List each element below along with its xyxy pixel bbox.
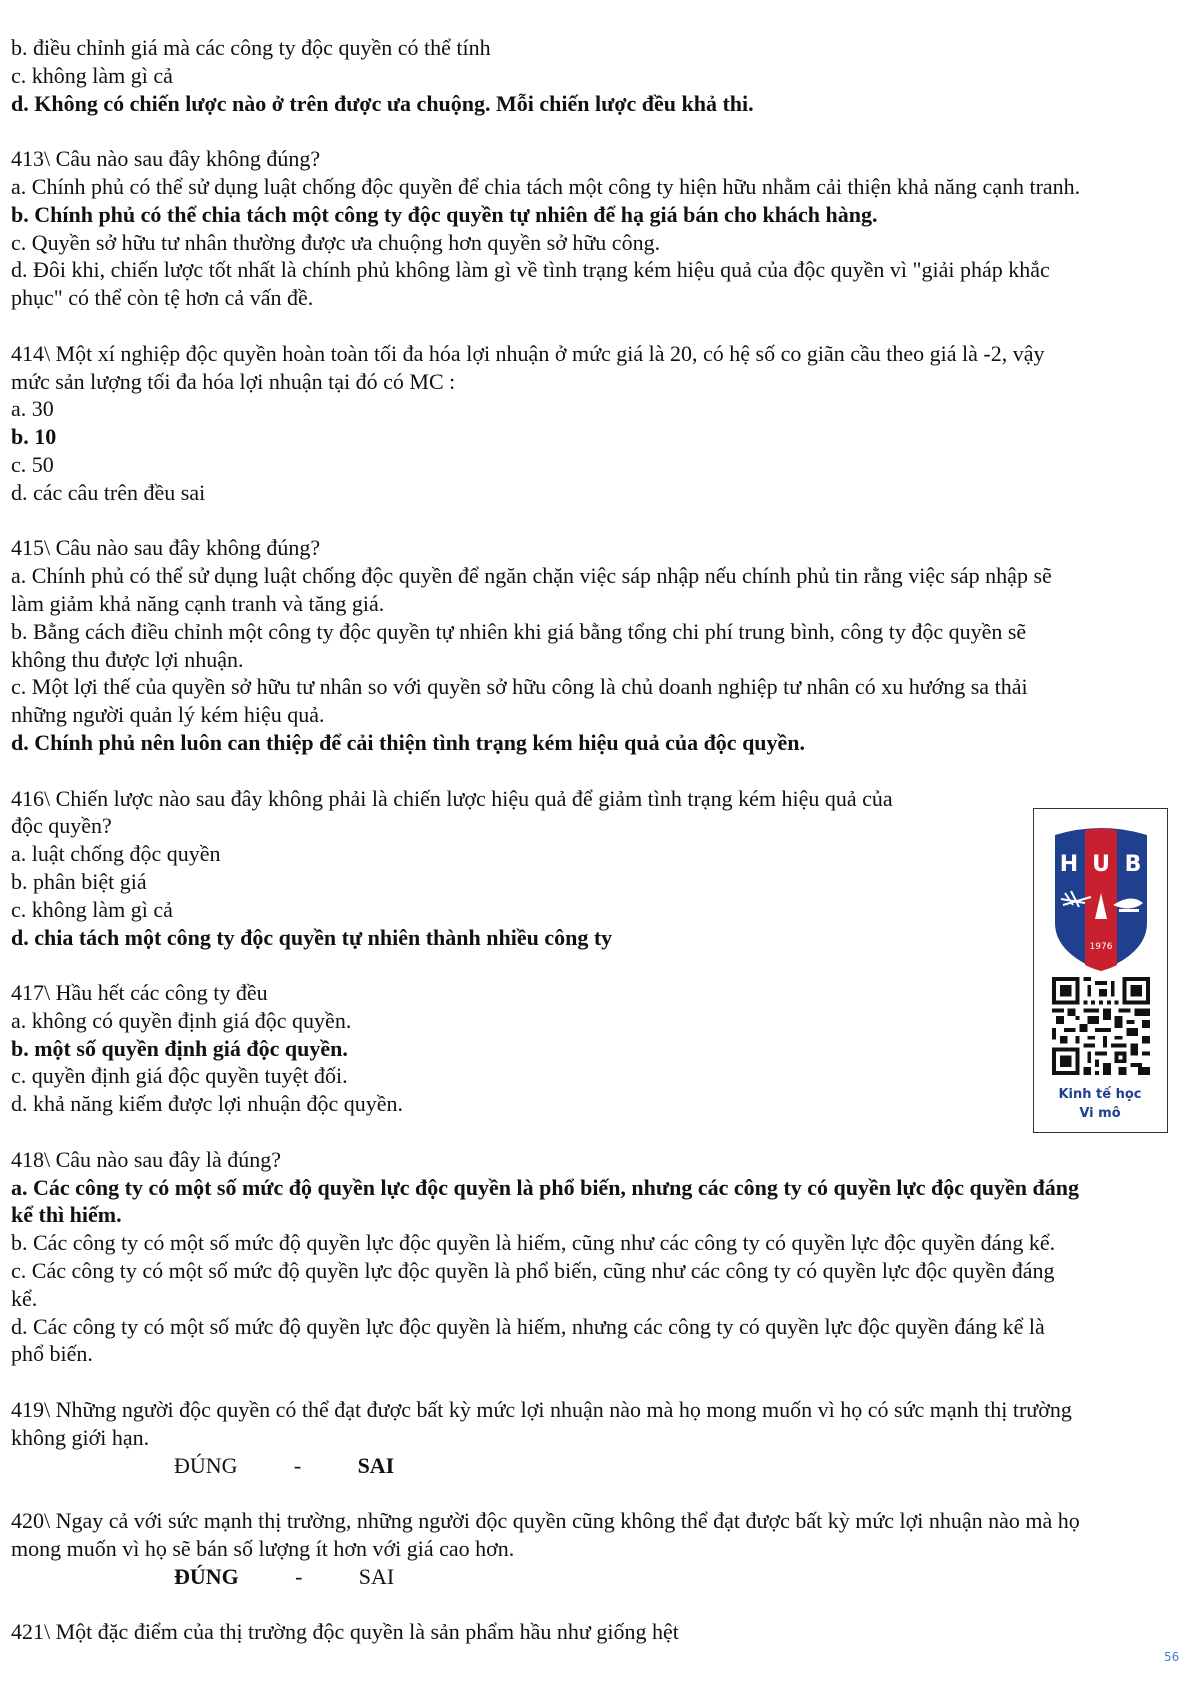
logo-letter-h: H <box>1059 852 1079 877</box>
text-line: a. không có quyền định giá độc quyền. <box>11 1007 352 1033</box>
logo-caption-title: Kinh tế học <box>1058 1087 1142 1102</box>
question-text-flow <box>11 34 1183 1646</box>
answer-line-correct: b. Chính phủ có thể chia tách một công ty độc quyền tự nhiên để hạ giá bán cho khách hàng. <box>11 201 878 227</box>
text-line: c. quyền định giá độc quyền tuyệt đối. <box>11 1063 348 1089</box>
text-line: 419\ Những người độc quyền có thể đạt được bất kỳ mức lợi nhuận nào mà họ mong muốn vì họ có sức mạnh thị trường <box>11 1397 1072 1423</box>
text-line: b. Các công ty có một số mức độ quyền lực độc quyền là hiếm, cũng như các công ty có quyền lực độc quyền đáng kể. <box>11 1230 1056 1256</box>
option-true: ĐÚNG <box>174 1563 239 1589</box>
text-line: c. không làm gì cả <box>11 62 173 88</box>
logo-caption-subtitle: Vi mô <box>1079 1106 1121 1121</box>
blank-line <box>11 507 1183 535</box>
text-line: d. các câu trên đều sai <box>11 479 206 505</box>
true-false-options <box>11 1452 1183 1480</box>
answer-line-correct: d. Không có chiến lược nào ở trên được ưa chuộng. Mỗi chiến lược đều khả thi. <box>11 90 754 116</box>
text-line: không giới hạn. <box>11 1424 150 1450</box>
qr-code-icon <box>1052 977 1150 1075</box>
option-false: SAI <box>357 1452 395 1478</box>
logo-letter-b: B <box>1124 852 1142 877</box>
text-line: a. Chính phủ có thể sử dụng luật chống độc quyền để ngăn chặn việc sáp nhập nếu chính phủ tin rằng việc sáp nhập sẽ <box>11 563 1052 589</box>
option-separator: - <box>293 1452 302 1478</box>
text-line: 413\ Câu nào sau đây không đúng? <box>11 146 321 172</box>
text-line: c. không làm gì cả <box>11 896 173 922</box>
text-line: c. Quyền sở hữu tư nhân thường được ưa chuộng hơn quyền sở hữu công. <box>11 229 661 255</box>
answer-line-correct: a. Các công ty có một số mức độ quyền lực độc quyền là phổ biến, nhưng các công ty có quyền lực độc quyền đáng <box>11 1174 1079 1200</box>
answer-line-correct: b. một số quyền định giá độc quyền. <box>11 1035 348 1061</box>
option-separator: - <box>295 1563 303 1589</box>
text-line: b. điều chỉnh giá mà các công ty độc quyền có thể tính <box>11 35 491 60</box>
text-line: mong muốn vì họ sẽ bán số lượng ít hơn với giá cao hơn. <box>11 1536 515 1562</box>
logo-letter-u: U <box>1092 852 1110 877</box>
text-line: 417\ Hầu hết các công ty đều <box>11 980 268 1006</box>
text-line: 416\ Chiến lược nào sau đây không phải là chiến lược hiệu quả để giảm tình trạng kém hiệu quả của <box>11 785 893 811</box>
text-line: 418\ Câu nào sau đây là đúng? <box>11 1146 282 1172</box>
text-line: độc quyền? <box>11 813 112 839</box>
text-line: a. luật chống độc quyền <box>11 841 221 867</box>
blank-line <box>11 117 1183 145</box>
blank-line <box>11 1591 1183 1619</box>
blank-line <box>11 1368 1183 1396</box>
text-line: 420\ Ngay cả với sức mạnh thị trường, những người độc quyền cũng không thể đạt được bất kỳ mức lợi nhuận nào mà họ <box>11 1508 1080 1534</box>
option-true: ĐÚNG <box>174 1452 238 1478</box>
answer-line-correct: kể thì hiếm. <box>11 1202 122 1228</box>
text-line: c. Các công ty có một số mức độ quyền lực độc quyền là phổ biến, cũng như các công ty có quyền lực độc quyền đáng <box>11 1258 1055 1284</box>
text-line: kể. <box>11 1285 38 1311</box>
answer-line-correct: d. Chính phủ nên luôn can thiệp để cải thiện tình trạng kém hiệu quả của độc quyền. <box>11 729 806 755</box>
text-line: phục" có thể còn tệ hơn cả vấn đề. <box>11 285 314 311</box>
text-line: d. khả năng kiếm được lợi nhuận độc quyền. <box>11 1091 403 1117</box>
hub-logo-panel <box>1033 808 1168 1133</box>
answer-line-correct: b. 10 <box>11 424 57 450</box>
text-line: làm giảm khả năng cạnh tranh và tăng giá. <box>11 590 385 616</box>
blank-line <box>11 951 1183 979</box>
blank-line <box>11 757 1183 785</box>
text-line: những người quản lý kém hiệu quả. <box>11 702 325 728</box>
blank-line <box>11 312 1183 340</box>
page-number: 56 <box>1164 1650 1180 1664</box>
blank-line <box>11 1118 1183 1146</box>
text-line: 415\ Câu nào sau đây không đúng? <box>11 535 321 561</box>
text-line: 414\ Một xí nghiệp độc quyền hoàn toàn tối đa hóa lợi nhuận ở mức giá là 20, có hệ số co giãn cầu theo giá là -2, vậy <box>11 340 1045 366</box>
hub-shield-logo-icon <box>1051 823 1151 973</box>
blank-line <box>11 1479 1183 1507</box>
true-false-options <box>11 1563 1183 1591</box>
text-line: a. Chính phủ có thể sử dụng luật chống độc quyền để chia tách một công ty hiện hữu nhằm cải thiện khả năng cạnh tranh. <box>11 173 1081 199</box>
text-line: không thu được lợi nhuận. <box>11 646 244 672</box>
text-line: c. 50 <box>11 451 54 477</box>
text-line: mức sản lượng tối đa hóa lợi nhuận tại đó có MC : <box>11 368 456 394</box>
text-line: d. Các công ty có một số mức độ quyền lực độc quyền là hiếm, nhưng các công ty có quyền lực độc quyền đáng kể là <box>11 1313 1045 1339</box>
logo-caption <box>1034 1085 1166 1123</box>
text-line: d. Đôi khi, chiến lược tốt nhất là chính phủ không làm gì về tình trạng kém hiệu quả của độc quyền vì "giải pháp khắc <box>11 257 1050 283</box>
text-line: phổ biến. <box>11 1341 93 1367</box>
option-false: SAI <box>358 1563 395 1589</box>
text-line: 421\ Một đặc điểm của thị trường độc quyền là sản phẩm hầu như giống hệt <box>11 1619 679 1645</box>
answer-line-correct: d. chia tách một công ty độc quyền tự nhiên thành nhiều công ty <box>11 924 613 950</box>
text-line: c. Một lợi thế của quyền sở hữu tư nhân so với quyền sở hữu công là chủ doanh nghiệp tư nhân có xu hướng sa thải <box>11 674 1028 700</box>
text-line: a. 30 <box>11 396 54 422</box>
text-line: b. phân biệt giá <box>11 868 147 894</box>
logo-year: 1976 <box>1089 942 1113 952</box>
text-line: b. Bằng cách điều chỉnh một công ty độc quyền tự nhiên khi giá bằng tổng chi phí trung bình, công ty độc quyền sẽ <box>11 618 1027 644</box>
